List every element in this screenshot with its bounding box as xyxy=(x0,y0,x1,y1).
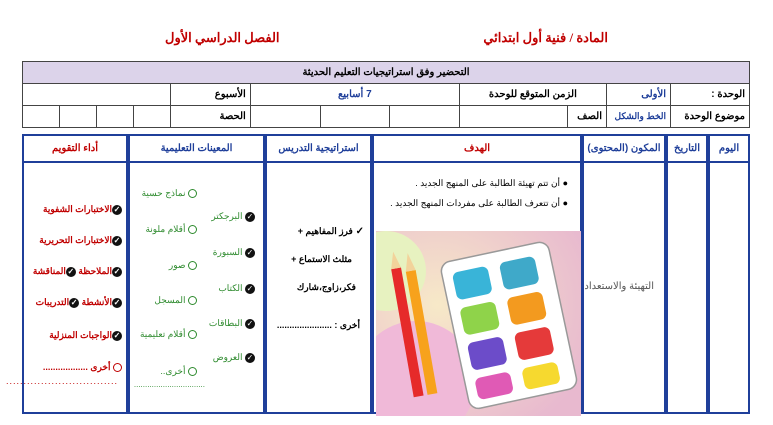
component-header: المكون (المحتوى) xyxy=(584,136,664,163)
day-column xyxy=(708,134,750,414)
strategy-item: مثلث الاستماع + xyxy=(291,254,352,264)
lesson-plan-grid xyxy=(5,134,750,416)
date-header: التاريخ xyxy=(668,136,706,163)
assessment-other[interactable]: أخرى .................. xyxy=(43,362,122,373)
goal-column xyxy=(372,134,582,414)
assessment-item[interactable]: ✓الملاحظة ✓المناقشة xyxy=(32,266,121,276)
assessment-other-line[interactable]: ................................ xyxy=(5,376,118,386)
check-circle-icon: ✓ xyxy=(246,352,254,362)
goal-item: ● أن تتعرف الطالبة على مفردات المنهج الجديد . xyxy=(390,198,568,208)
assessment-item[interactable]: ✓الأنشطة ✓التدريبات xyxy=(35,297,121,307)
class-cell-1[interactable] xyxy=(459,106,567,128)
unit-value: الأولى xyxy=(607,84,671,106)
check-circle-icon: ✓ xyxy=(113,297,121,307)
subject-title: المادة / فنية أول ابتدائي xyxy=(483,30,608,45)
component-column xyxy=(582,134,666,414)
radio-circle-icon xyxy=(188,296,197,305)
lesson-meta-table xyxy=(22,61,750,128)
class-cell-3[interactable] xyxy=(320,106,390,128)
unit-label: الوحدة : xyxy=(671,84,750,106)
strategy-item: فكر،زاوج،شارك xyxy=(296,282,356,292)
goal-item: ● أن تتم تهيئة الطالبة على المنهج الجديد . xyxy=(415,178,568,188)
paint-palette-illustration xyxy=(376,231,581,416)
check-circle-icon: ✓ xyxy=(113,235,121,245)
week-value[interactable] xyxy=(23,84,171,106)
class-cell-2[interactable] xyxy=(390,106,460,128)
aids-header: المعينات التعليمية xyxy=(130,136,263,163)
check-circle-icon: ✓ xyxy=(246,283,254,293)
aid-item[interactable]: أقلام ملونة xyxy=(145,224,197,235)
radio-circle-icon xyxy=(188,330,197,339)
strategy-other[interactable]: أخرى : ...................... xyxy=(276,320,360,330)
check-icon: ✓ xyxy=(352,226,364,237)
check-circle-icon: ✓ xyxy=(67,266,75,276)
aid-other-line[interactable]: ................................ xyxy=(133,380,205,389)
aid-item[interactable]: ✓ السبورة xyxy=(212,247,254,257)
period-cell-4[interactable] xyxy=(23,106,60,128)
aid-item[interactable]: ✓ العروض xyxy=(212,352,254,362)
check-circle-icon: ✓ xyxy=(113,266,121,276)
assessment-item[interactable]: ✓الاختبارات الشفوية xyxy=(43,204,121,214)
aid-item[interactable]: ✓ البطاقات xyxy=(208,318,254,328)
strategy-item: ✓ فرز المفاهيم + xyxy=(297,226,364,237)
strategy-header: استراتيجية التدريس xyxy=(267,136,370,163)
expected-time-value: 7 أسابيع xyxy=(250,84,459,106)
day-header: اليوم xyxy=(710,136,748,163)
assessment-item[interactable]: ✓الواجبات المنزلية xyxy=(49,330,121,340)
check-circle-icon: ✓ xyxy=(246,247,254,257)
aid-item[interactable]: المسجل xyxy=(154,295,197,306)
aid-item[interactable]: أقلام تعليمية xyxy=(140,329,197,340)
class-cell-4[interactable] xyxy=(250,106,320,128)
radio-circle-icon xyxy=(188,225,197,234)
check-circle-icon: ✓ xyxy=(246,318,254,328)
radio-circle-icon xyxy=(188,367,197,376)
check-circle-icon: ✓ xyxy=(113,204,121,214)
aid-item[interactable]: نماذج حسية xyxy=(142,188,197,199)
period-cell-3[interactable] xyxy=(60,106,97,128)
radio-circle-icon xyxy=(188,189,197,198)
unit-topic-value: الخط والشكل xyxy=(607,106,671,128)
radio-circle-icon xyxy=(113,363,122,372)
unit-topic-label: موضوع الوحدة xyxy=(671,106,750,128)
class-label: الصف xyxy=(568,106,607,128)
aid-item[interactable]: ✓ البرجكتر xyxy=(211,211,254,221)
aids-column xyxy=(128,134,265,414)
period-label: الحصة xyxy=(171,106,251,128)
component-text: التهيئة والاستعداد xyxy=(584,281,654,292)
week-label: الأسبوع xyxy=(171,84,251,106)
period-cell-2[interactable] xyxy=(97,106,134,128)
assessment-column xyxy=(5,134,128,414)
aid-item[interactable]: صور xyxy=(169,260,197,271)
check-circle-icon: ✓ xyxy=(113,330,121,340)
radio-circle-icon xyxy=(188,261,197,270)
strategy-column xyxy=(265,134,372,414)
aid-item[interactable]: أخرى.. xyxy=(160,366,197,377)
assessment-header: أداء التقويم xyxy=(24,136,126,163)
check-circle-icon: ✓ xyxy=(246,211,254,221)
semester-title: الفصل الدراسي الأول xyxy=(165,30,280,45)
goal-header: الهدف xyxy=(374,136,580,163)
period-cell-1[interactable] xyxy=(134,106,171,128)
date-column xyxy=(666,134,708,414)
check-circle-icon: ✓ xyxy=(70,297,78,307)
banner: التحضير وفق استراتيجيات التعليم الحديثة xyxy=(23,62,750,84)
expected-time-label: الزمن المتوقع للوحدة xyxy=(459,84,606,106)
aid-item[interactable]: ✓ الكتاب xyxy=(218,283,254,293)
assessment-item[interactable]: ✓الاختبارات التحريرية xyxy=(39,235,121,245)
